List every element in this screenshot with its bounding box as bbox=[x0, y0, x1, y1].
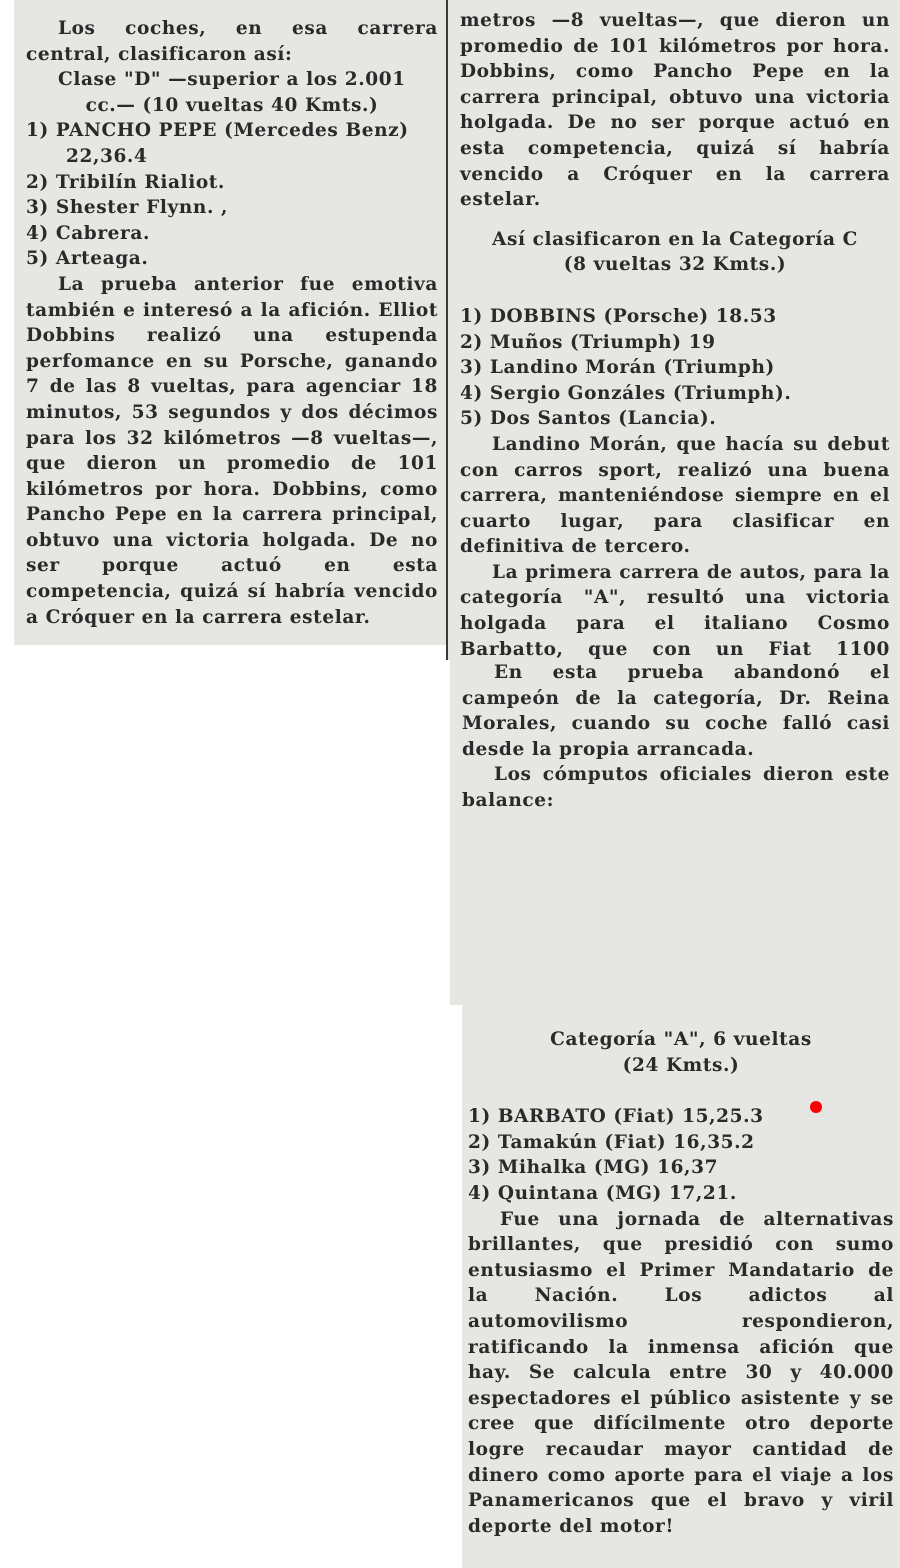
cat-a-result-1: 1) BARBATO (Fiat) 15,25.3 bbox=[468, 1106, 764, 1128]
final-paragraph: Fue una jornada de alternativas brillantes, que presidió con sumo entusiasmo el Primer Mandatario de la Nación. Los adictos al automovilismo respondieron, ratificando la inmensa afición que hay. Se calcula entre 30 y 40.000 espectadores el público asistente y se cree que difícilmente otro deporte logre recaudar mayor cantidad de dinero como aporte para el viaje a los Panamericanos que el bravo y viril deporte del motor! bbox=[468, 1208, 894, 1537]
class-d-result-2: 2) Tribilín Rialiot. bbox=[26, 171, 225, 193]
dobbins-paragraph: La prueba anterior fue emotiva también e interesó a la afición. Elliot Dobbins realizó una estupenda perfomance en su Porsche, ganando 7 de las 8 vueltas, para agenciar 18 minutos, 53 segundos y dos décimos para los 32 kilómetros —8 vueltas—, que dieron un promedio de 101 kilómetros por hora. Dobbins, como Pancho Pepe en la carrera principal, obtuvo una victoria holgada. De no ser porque actuó en esta competencia, quizá sí habría vencido a Cróquer en la carrera estelar. bbox=[26, 273, 438, 628]
class-d-result-3: 3) Shester Flynn. , bbox=[26, 197, 229, 219]
cat-a-result-2: 2) Tamakún (Fiat) 16,35.2 bbox=[468, 1131, 755, 1153]
cat-a-subheading: (24 Kmts.) bbox=[622, 1054, 740, 1076]
cat-c-subheading: (8 vueltas 32 Kmts.) bbox=[563, 254, 787, 276]
intro-text: Los coches, en esa carrera central, clasificaron así: bbox=[26, 18, 438, 65]
class-d-result-5: 5) Arteaga. bbox=[26, 248, 149, 270]
class-d-result-4: 4) Cabrera. bbox=[26, 222, 151, 244]
cat-a-heading: Categoría "A", 6 vueltas bbox=[550, 1029, 812, 1050]
cat-c-result-1: 1) DOBBINS (Porsche) 18.53 bbox=[460, 305, 777, 327]
landino-paragraph: Landino Morán, que hacía su debut con carros sport, realizó una buena carrera, manteniéndose siempre en el cuarto lugar, para clasificar en definitiva de tercero. bbox=[460, 433, 890, 558]
cat-c-result-4: 4) Sergio Gonzáles (Triumph). bbox=[460, 382, 792, 404]
primera-paragraph: La primera carrera de autos, para la categoría "A", resultó una victoria holgada para el italiano Cosmo Barbatto, que con un Fiat 1100 bbox=[460, 561, 890, 660]
class-d-result-1: 1) PANCHO PEPE (Mercedes Benz) 22,36.4 bbox=[26, 120, 409, 167]
class-d-heading: Clase "D" —superior a los 2.001 bbox=[58, 69, 406, 91]
abandono-paragraph: En esta prueba abandonó el campeón de la categoría, Dr. Reina Morales, cuando su coche falló casi desde la propia arrancada. bbox=[462, 662, 890, 760]
right-column-middle-clipping bbox=[450, 660, 900, 1005]
continuation-paragraph: metros —8 vueltas—, que dieron un promedio de 101 kilómetros por hora. Dobbins, como Pancho Pepe en la carrera principal, obtuvo una victoria holgada. De no ser porque actuó en esta competencia, quizá sí habría vencido a Cróquer en la carrera estelar. bbox=[460, 10, 890, 211]
red-marker-dot bbox=[810, 1101, 822, 1113]
class-d-subheading: cc.— (10 vueltas 40 Kmts.) bbox=[85, 94, 379, 116]
right-column-top-clipping bbox=[448, 0, 900, 660]
left-column-clipping bbox=[14, 0, 446, 645]
right-column-bottom-clipping bbox=[462, 1005, 900, 1568]
cat-c-result-5: 5) Dos Santos (Lancia). bbox=[460, 408, 717, 430]
cat-a-result-3: 3) Mihalka (MG) 16,37 bbox=[468, 1157, 719, 1179]
computos-paragraph: Los cómputos oficiales dieron este balance: bbox=[462, 764, 890, 811]
cat-c-result-3: 3) Landino Morán (Triumph) bbox=[460, 357, 775, 379]
cat-a-result-4: 4) Quintana (MG) 17,21. bbox=[468, 1182, 737, 1204]
cat-c-result-2: 2) Muños (Triumph) 19 bbox=[460, 331, 716, 353]
cat-c-heading: Así clasificaron en la Categoría C bbox=[492, 228, 858, 250]
